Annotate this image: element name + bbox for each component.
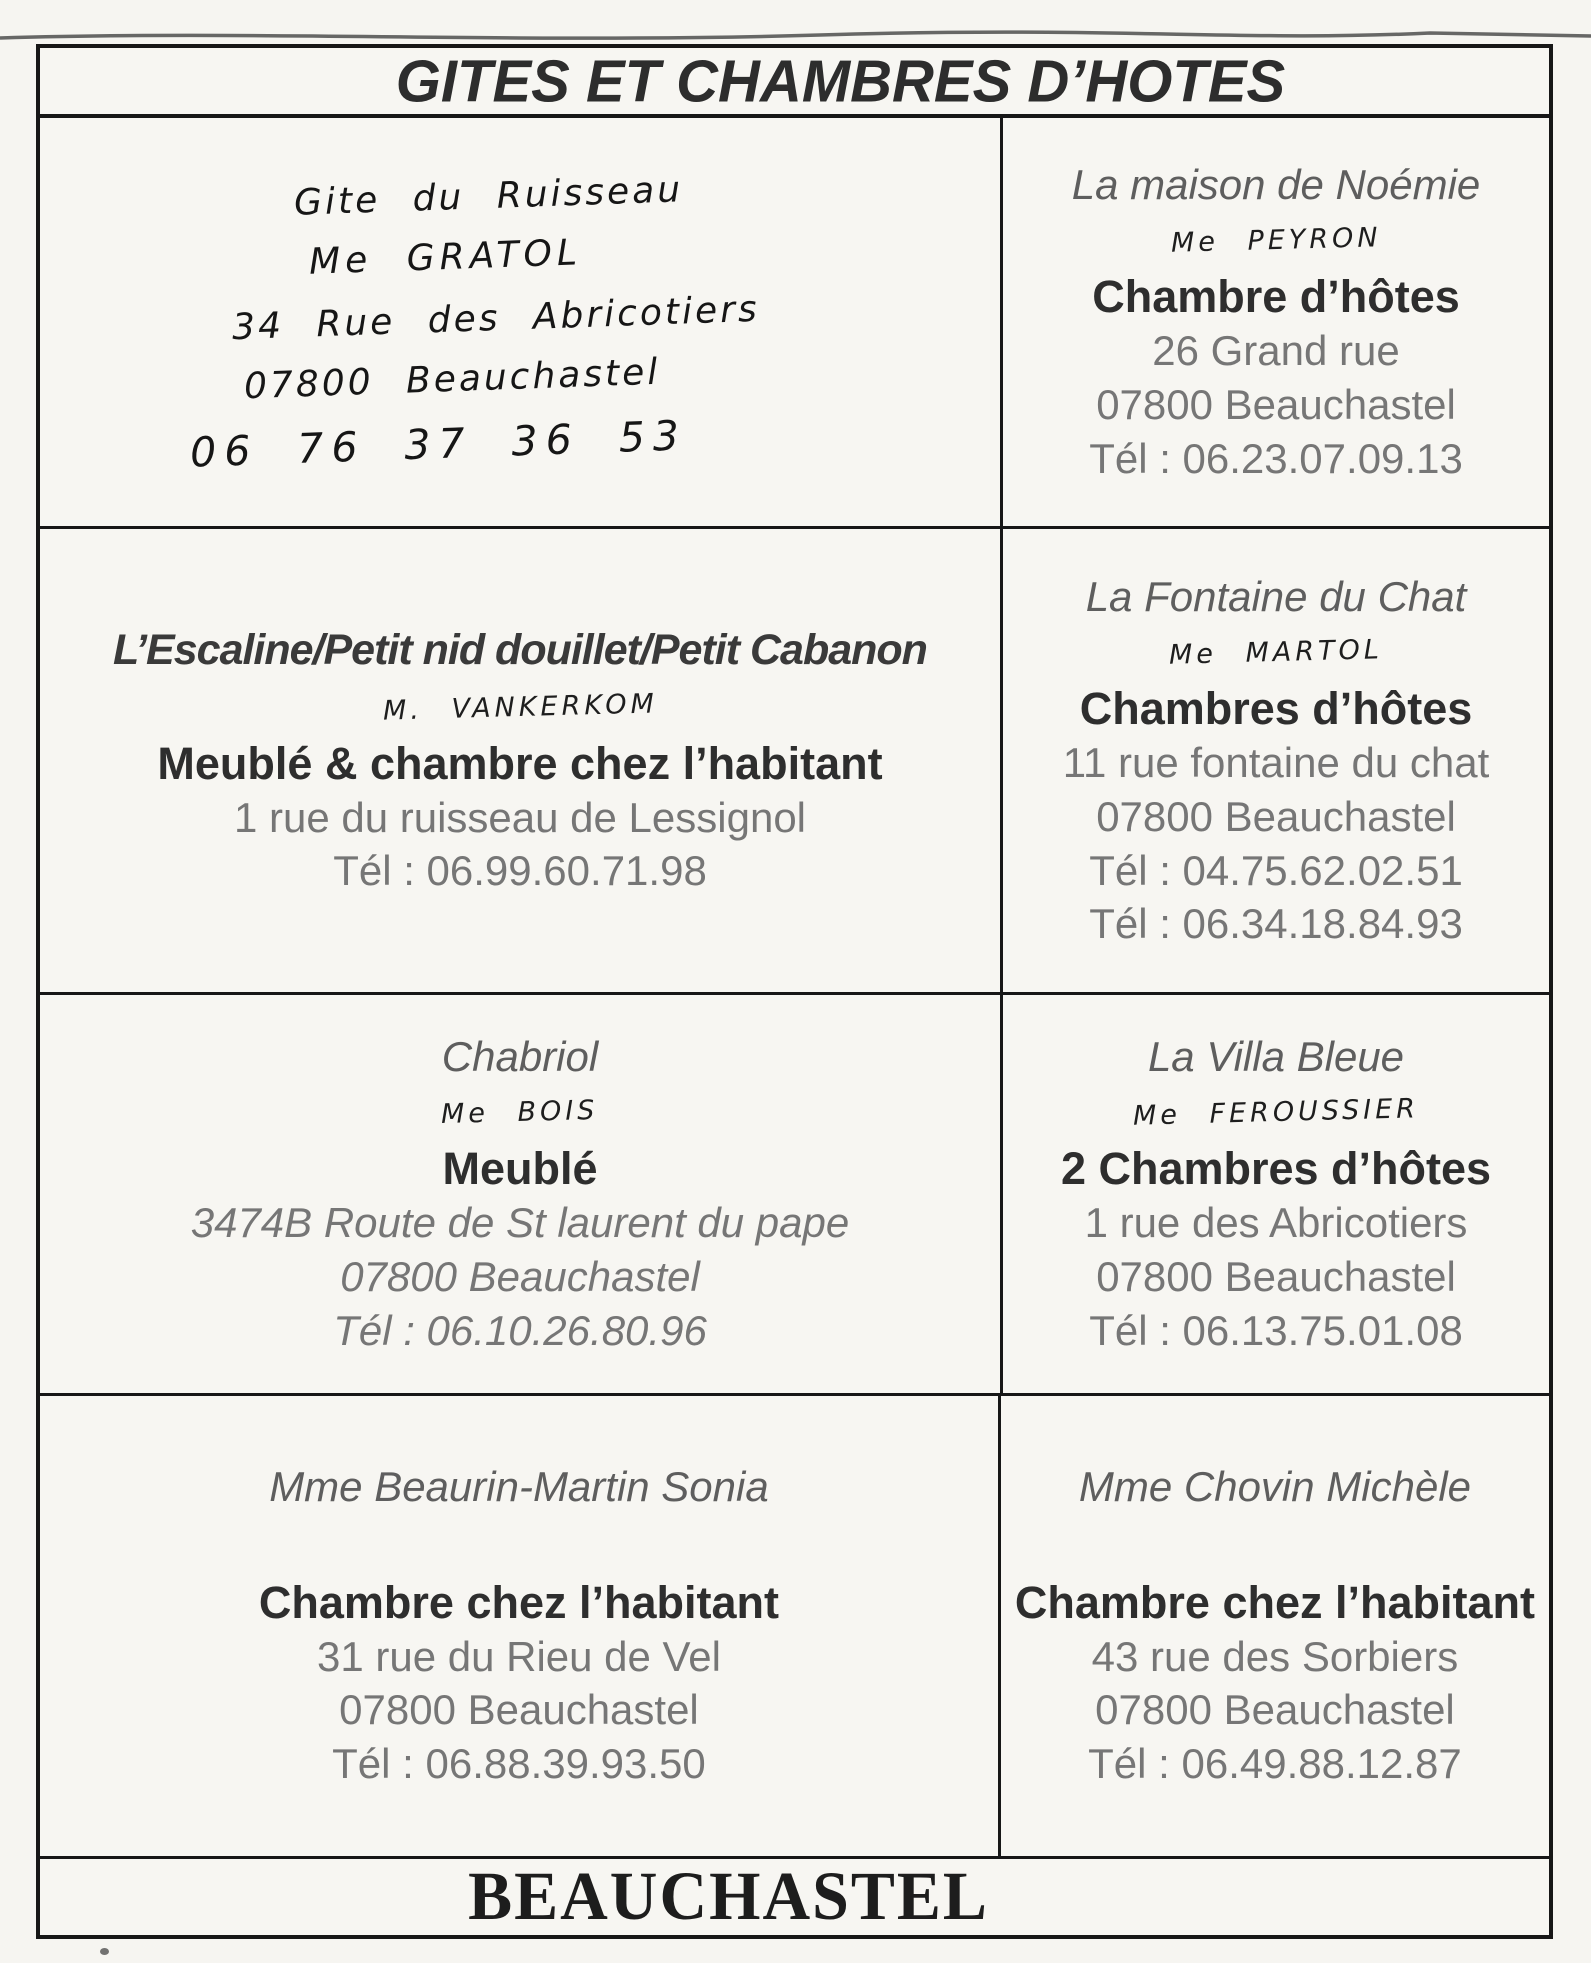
table-header-row [40, 48, 1549, 118]
entry-name: L’Escaline/Petit nid douillet/Petit Cabanon [113, 625, 927, 674]
handwritten-owner-note: M. VANKERKOM [382, 687, 658, 727]
entry-phone: Tél : 06.13.75.01.08 [1089, 1306, 1463, 1354]
entry-address: 1 rue des Abricotiers [1084, 1199, 1468, 1247]
table-footer-row [40, 1859, 1549, 1935]
entry-city: 07800 Beauchastel [1095, 1686, 1455, 1734]
page-title: GITES ET CHAMBRES D’HOTES [395, 47, 1286, 115]
entry-city: 07800 Beauchastel [340, 1253, 700, 1301]
entry-cell-villa-bleue [1003, 995, 1549, 1392]
entry-city: 07800 Beauchastel [339, 1686, 699, 1734]
handwritten-line: Me GRATOL [308, 232, 583, 283]
entry-type: Meublé & chambre chez l’habitant [157, 737, 883, 789]
handwritten-owner-note: Me BOIS [440, 1095, 600, 1131]
entry-cell-fontaine-du-chat [1003, 529, 1549, 992]
entry-phone: Tél : 06.10.26.80.96 [333, 1306, 707, 1354]
entry-name: Mme Beaurin-Martin Sonia [269, 1463, 769, 1511]
table-row [40, 995, 1549, 1395]
entry-cell-escaline [40, 529, 1003, 992]
handwritten-entry [54, 169, 986, 477]
entry-cell-beaurin-martin [40, 1396, 1001, 1856]
entry-cell-la-maison-de-noemie [1003, 118, 1549, 526]
entry-cell-gite-du-ruisseau [40, 118, 1003, 526]
entry-city: 07800 Beauchastel [1096, 381, 1456, 429]
entry-address: 43 rue des Sorbiers [1091, 1632, 1459, 1680]
entry-type: Meublé [442, 1143, 598, 1195]
handwritten-owner-note: Me FEROUSSIER [1132, 1093, 1420, 1133]
handwritten-line: Gite du Ruisseau [293, 169, 684, 224]
entry-phone: Tél : 06.49.88.12.87 [1088, 1740, 1462, 1788]
table-row [40, 1396, 1549, 1859]
scan-speck [100, 1948, 109, 1955]
handwritten-owner-note: Me MARTOL [1168, 634, 1384, 671]
handwritten-phone: 06 76 37 36 53 [189, 411, 688, 477]
entry-type: Chambres d’hôtes [1079, 683, 1473, 735]
entry-cell-chovin [1001, 1396, 1549, 1856]
entry-address: 1 rue du ruisseau de Lessignol [233, 793, 807, 841]
entry-address: 3474B Route de St laurent du pape [190, 1199, 850, 1247]
entry-phone: Tél : 06.99.60.71.98 [333, 847, 707, 895]
table-row [40, 118, 1549, 529]
table-row [40, 529, 1549, 995]
entry-phone: Tél : 06.88.39.93.50 [332, 1740, 706, 1788]
handwritten-line: 07800 Beauchastel [243, 351, 661, 408]
entry-type: Chambre chez l’habitant [258, 1576, 779, 1628]
entry-address: 26 Grand rue [1152, 327, 1400, 375]
listing-table [36, 44, 1553, 1939]
entry-phone: Tél : 06.23.07.09.13 [1089, 434, 1463, 482]
entry-city: 07800 Beauchastel [1096, 792, 1456, 840]
entry-phone: Tél : 06.34.18.84.93 [1089, 900, 1463, 948]
entry-cell-chabriol [40, 995, 1003, 1392]
entry-name: La maison de Noémie [1071, 160, 1481, 208]
footer-title: BEAUCHASTEL [468, 1858, 989, 1935]
entry-name: La Fontaine du Chat [1085, 572, 1467, 620]
handwritten-owner-note: Me PEYRON [1170, 222, 1382, 260]
entry-type: Chambre d’hôtes [1092, 271, 1460, 323]
entry-address: 31 rue du Rieu de Vel [316, 1632, 721, 1680]
entry-type: Chambre chez l’habitant [1014, 1576, 1535, 1628]
entry-phone: Tél : 04.75.62.02.51 [1089, 846, 1463, 894]
entry-type: 2 Chambres d’hôtes [1060, 1143, 1492, 1195]
entry-name: La Villa Bleue [1147, 1032, 1405, 1080]
entry-name: Mme Chovin Michèle [1078, 1463, 1472, 1511]
entry-address: 11 rue fontaine du chat [1062, 739, 1490, 787]
handwritten-line: 34 Rue des Abricotiers [231, 288, 761, 349]
entry-city: 07800 Beauchastel [1096, 1253, 1456, 1301]
entry-name: Chabriol [441, 1032, 599, 1080]
